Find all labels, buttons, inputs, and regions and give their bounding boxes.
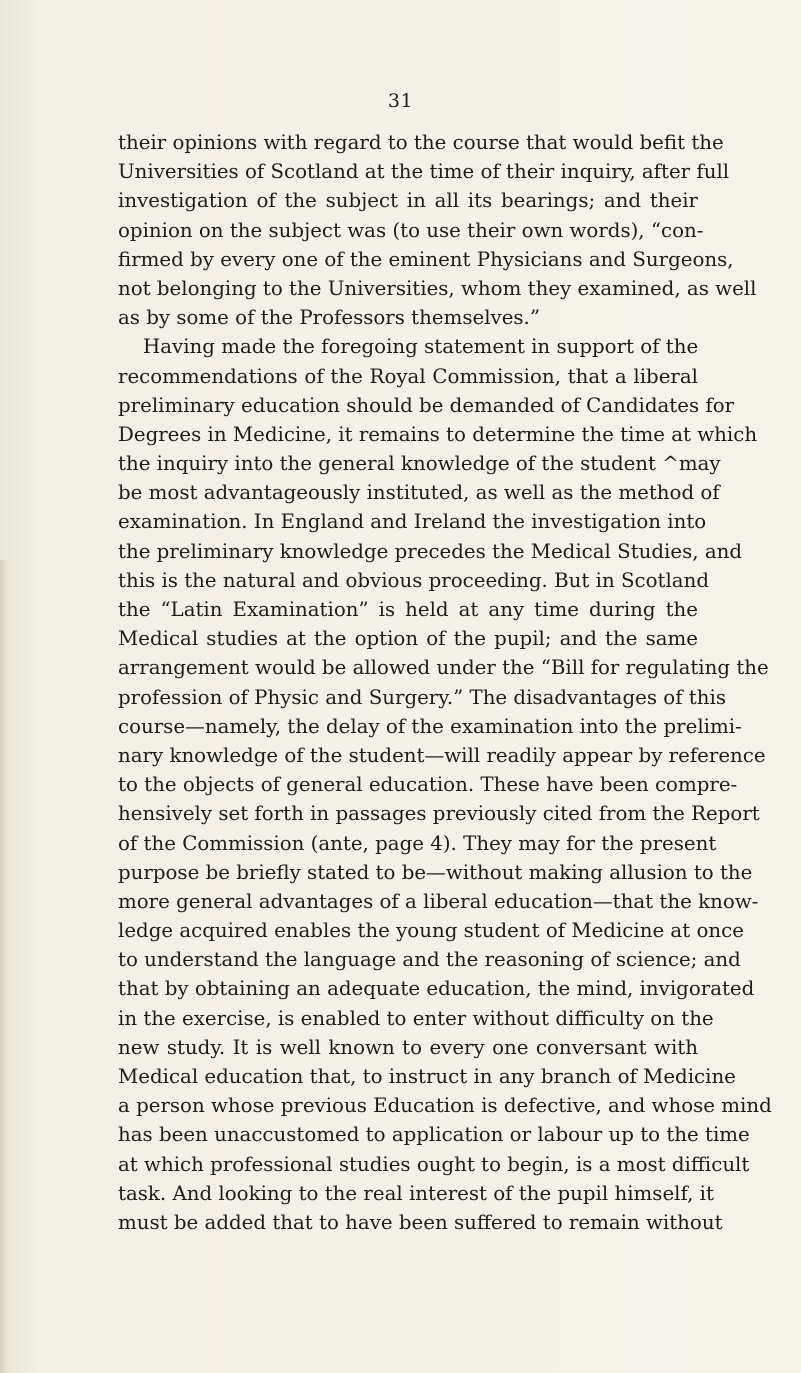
text-line: nary knowledge of the student—will readily appear by reference [118, 743, 766, 767]
page-binding-shadow [0, 560, 8, 1373]
text-line: Medical education that, to instruct in any branch of Medicine [118, 1065, 736, 1088]
text-line: the “Latin Examination” is held at any time during the [118, 598, 698, 621]
text-line: preliminary education should be demanded of Candidates for [118, 393, 735, 417]
text-line: examination. In England and Ireland the investigation into [118, 510, 707, 534]
text-line: this is the natural and obvious proceeding. But in Scotland [118, 568, 710, 592]
text-line: of the Commission (ante, page 4). They may for the present [118, 831, 717, 855]
page-number: 31 [387, 90, 414, 112]
text-line: more general advantages of a liberal education—that the know- [118, 889, 759, 913]
text-line: at which professional studies ought to begin, is a most difficult [118, 1152, 750, 1176]
text-line: Degrees in Medicine, it remains to determine the time at which [118, 422, 758, 446]
text-line: profession of Physic and Surgery.” The disadvantages of this [118, 685, 726, 709]
text-line: be most advantageously instituted, as well as the method of [118, 481, 720, 505]
text-line: new study. It is well known to every one conversant with [118, 1035, 698, 1059]
text-line: to the objects of general education. These have been compre- [118, 773, 738, 797]
text-line: hensively set forth in passages previously cited from the Report [118, 802, 760, 826]
text-line: ledge acquired enables the young student of Medicine at once [118, 919, 744, 943]
text-line: as by some of the Professors themselves.” [118, 306, 540, 330]
text-line: has been unaccustomed to application or labour up to the time [118, 1123, 750, 1147]
text-line: recommendations of the Royal Commission, that a liberal [118, 364, 698, 388]
text-line: the inquiry into the general knowledge of the student ^may [118, 452, 721, 476]
text-line: a person whose previous Education is defective, and whose mind [118, 1094, 772, 1118]
text-line: in the exercise, is enabled to enter without difficulty on the [118, 1006, 714, 1030]
text-line: to understand the language and the reasoning of science; and [118, 948, 741, 972]
text-line: Medical studies at the option of the pupil; and the same [118, 627, 698, 651]
text-line: Universities of Scotland at the time of their inquiry, after full [118, 160, 730, 184]
text-line: purpose be briefly stated to be—without making allusion to the [118, 860, 753, 884]
text-line: that by obtaining an adequate education, the mind, invigorated [118, 977, 755, 1001]
text-line: the preliminary knowledge precedes the Medical Studies, and [118, 539, 743, 563]
text-line: their opinions with regard to the course that would befit the [118, 131, 724, 154]
text-line: must be added that to have been suffered to remain without [118, 1210, 723, 1234]
text-line: Having made the foregoing statement in support of the [143, 335, 699, 359]
text-line: task. And looking to the real interest of the pupil himself, it [118, 1181, 714, 1205]
text-line: opinion on the subject was (to use their own words), “con- [118, 218, 704, 242]
text-line: not belonging to the Universities, whom they examined, as well [118, 276, 757, 300]
text-line: course—namely, the delay of the examination into the prelimi- [118, 714, 742, 738]
text-line: arrangement would be allowed under the “Bill for regulating the [118, 656, 769, 680]
body-text [118, 128, 772, 1237]
text-line: investigation of the subject in all its bearings; and their [118, 189, 698, 213]
text-line: firmed by every one of the eminent Physicians and Surgeons, [118, 247, 734, 271]
